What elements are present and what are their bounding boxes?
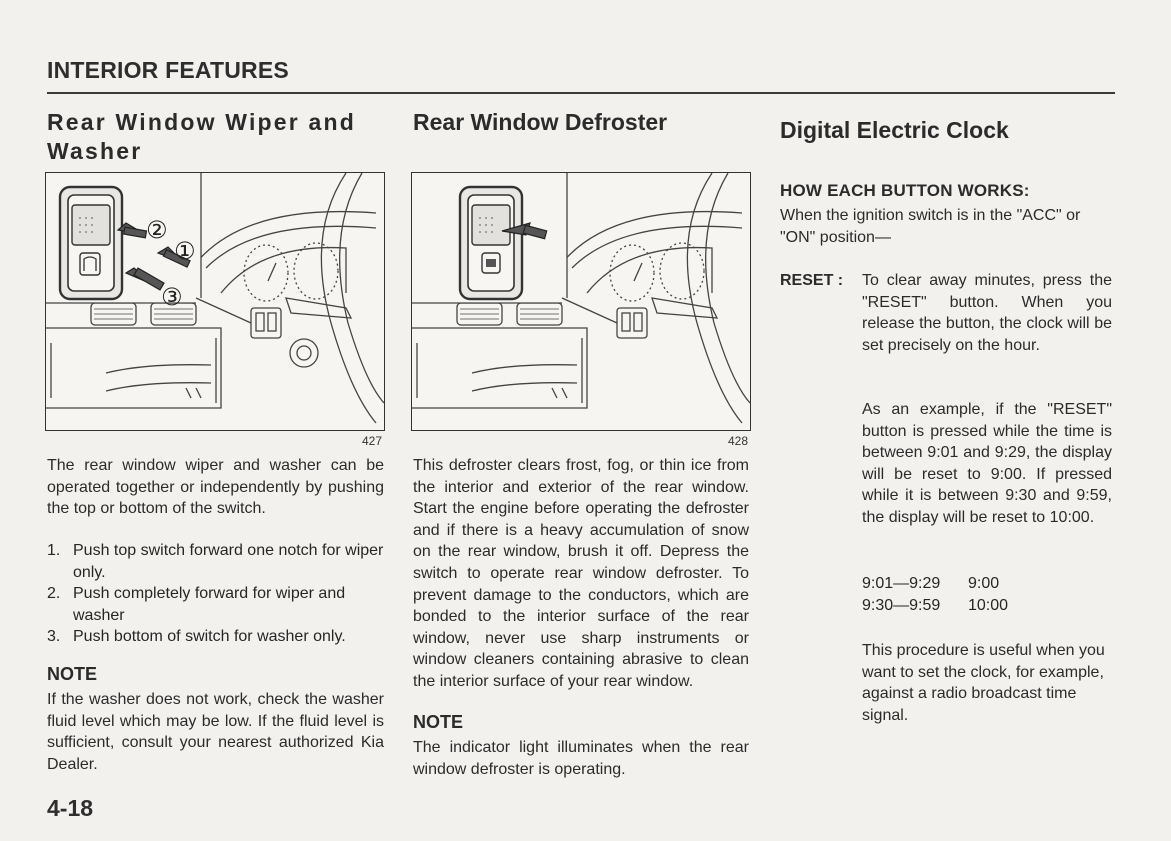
- clock-title: Digital Electric Clock: [780, 117, 1009, 143]
- wiper-figure: [45, 172, 385, 431]
- how-heading: HOW EACH BUTTON WORKS:: [780, 181, 1030, 200]
- callout-1: ①: [174, 237, 196, 265]
- how-text: When the ignition switch is in the "ACC" or "ON" position—: [780, 207, 1081, 246]
- example-text: As an example, if the "RESET" button is pressed while the time is between 9:01 and 9:29, the display will be reset to 9:00. If pressed while it is between 9:30 and 9:59, the display will be reset to 10:00.: [862, 401, 1112, 526]
- defroster-body: This defroster clears frost, fog, or thin ice from the interior and exterior of the rear window. Start the engine before operating the defroster and if there is a heavy accumulation of snow on the rear window, brush it off. Depress the switch to operate rear window defroster. To prevent damage to the conductors, which are bonded to the interior surface of the rear window, never use sharp instruments or window cleaners containing abrasive to clean the interior surface of your rear window.: [413, 457, 749, 690]
- reset-label: RESET :: [780, 272, 844, 289]
- wiper-note-heading: NOTE: [47, 664, 98, 684]
- wiper-intro: The rear window wiper and washer can be operated together or independently by pushing the top or bottom of the switch.: [47, 457, 384, 518]
- wiper-note-text: If the washer does not work, check the washer fluid level which may be low. If the fluid level is sufficient, consult your nearest authorized Kia Dealer.: [47, 691, 384, 773]
- procedure-text: This procedure is useful when you want to set the clock, for example, against a radio broadcast time signal.: [862, 642, 1105, 724]
- wiper-illustration: [46, 173, 384, 430]
- callout-3: ③: [161, 283, 183, 311]
- defroster-title: Rear Window Defroster: [413, 109, 668, 135]
- figure-number-428: 428: [727, 434, 748, 448]
- defroster-figure: [411, 172, 751, 431]
- figure-number-427: 427: [361, 434, 382, 448]
- wiper-title: Rear Window Wiper and Washer: [47, 109, 357, 164]
- page-number: 4-18: [47, 795, 94, 821]
- section-title: INTERIOR FEATURES: [47, 57, 289, 83]
- defroster-note-text: The indicator light illuminates when the rear window defroster is operating.: [413, 739, 749, 778]
- list-item: 3. Push bottom of switch for washer only.: [47, 628, 346, 646]
- callout-2: ②: [146, 216, 168, 244]
- wiper-steps: [47, 540, 384, 648]
- time-table: [862, 573, 1112, 617]
- table-row: 9:30—9:59 10:00: [862, 597, 1009, 614]
- list-item: 2. Push completely forward for wiper and washer: [47, 585, 346, 624]
- defroster-illustration: [412, 173, 750, 430]
- defroster-note-heading: NOTE: [413, 712, 464, 732]
- table-row: 9:01—9:29 9:00: [862, 575, 1000, 592]
- header-rule: [47, 92, 1115, 94]
- reset-text: To clear away minutes, press the "RESET" button. When you release the button, the clock will be set precisely on the hour.: [862, 272, 1112, 354]
- list-item: 1. Push top switch forward one notch for wiper only.: [47, 542, 384, 581]
